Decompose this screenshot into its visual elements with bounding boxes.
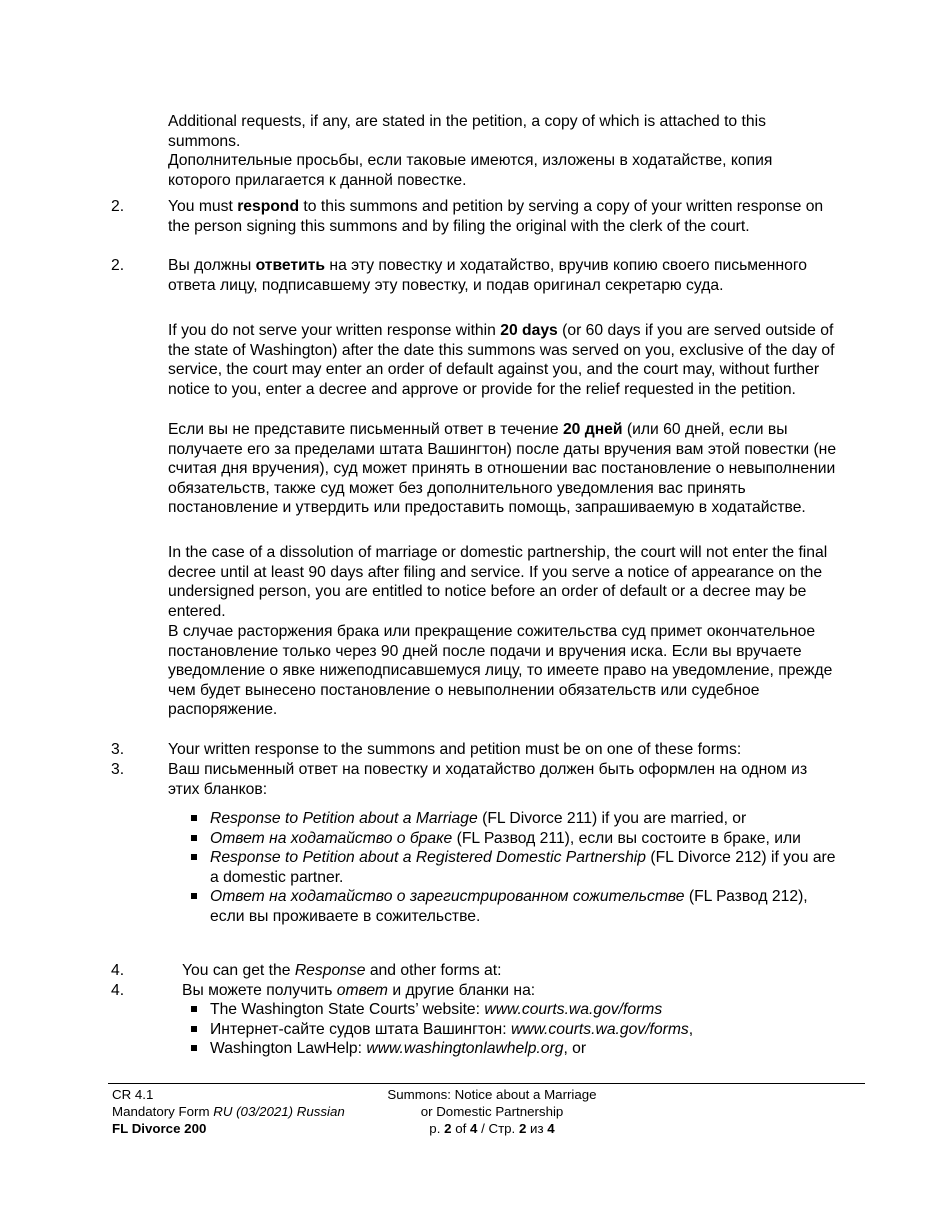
- bullet-icon: [191, 893, 197, 899]
- list-item: The Washington State Courts’ website: www.courts.wa.gov/forms: [190, 1000, 840, 1020]
- bullet-icon: [191, 854, 197, 860]
- intro-en: Additional requests, if any, are stated in the petition, a copy of which is attached to this summons.: [168, 113, 766, 150]
- bullet-icon: [191, 1006, 197, 1012]
- item4-number-ru: 4.: [111, 982, 125, 999]
- item4-en: You can get the Response and other forms at:: [182, 962, 502, 979]
- item2-number-en: 2.: [111, 198, 125, 215]
- item3-en: Your written response to the summons and petition must be on one of these forms:: [168, 741, 742, 758]
- list-item: Ответ на ходатайство о зарегистрированном сожительстве (FL Развод 212), если вы проживаете в сожительстве.: [190, 887, 840, 926]
- item4-ru: Вы можете получить ответ и другие бланки на:: [182, 982, 536, 999]
- item2-en: You must respond to this summons and petition by serving a copy of your written response on the person signing this summons and by filing the original with the clerk of the court.: [168, 198, 824, 235]
- item2-dissolution-en: In the case of a dissolution of marriage or domestic partnership, the court will not enter the final decree until at least 90 days after filing and service. If you serve a notice of appearance on the undersigned person, you are entitled to notice before an order of default or a decree may be entered.: [168, 544, 828, 620]
- bullet-icon: [191, 815, 197, 821]
- footer-rule: CR 4.1: [112, 1087, 154, 1102]
- footer-divider: [108, 1083, 865, 1084]
- item4-number-en: 4.: [111, 962, 125, 979]
- item2-deadline-en: If you do not serve your written response within 20 days (or 60 days if you are served outside of the state of Washington) after the date this summons was served on you, exclusive of the day of service, the court may enter an order of default against you, and the court may, without further notice to you, enter a decree and approve or provide for the relief requested in the petition.: [168, 322, 835, 398]
- item3-number-en: 3.: [111, 741, 125, 758]
- bullet-icon: [191, 1045, 197, 1051]
- list-item: Интернет-сайте судов штата Вашингтон: www.courts.wa.gov/forms,: [190, 1020, 840, 1040]
- item3-number-ru: 3.: [111, 761, 125, 778]
- item3-ru: Ваш письменный ответ на повестку и ходатайство должен быть оформлен на одном из этих бланков:: [168, 761, 808, 798]
- courts-website-link-ru[interactable]: www.courts.wa.gov/forms: [510, 1020, 689, 1038]
- item2-dissolution-ru: В случае расторжения брака или прекращение сожительства суд примет окончательное постановление только через 90 дней после подачи и вручения иска. Если вы вручаете уведомление о явке нижеподписавшемуся лицу, то имеете право на уведомление, прежде чем будет вынесено постановление о невыполнении обязательств или судебное распоряжение.: [168, 623, 833, 719]
- footer-mandatory-form: Mandatory Form RU (03/2021) Russian: [112, 1104, 345, 1119]
- footer-page-number: p. 2 of 4 / Стр. 2 из 4: [429, 1121, 555, 1136]
- list-item: Ответ на ходатайство о браке (FL Развод 211), если вы состоите в браке, или: [190, 829, 840, 849]
- item2-ru: Вы должны ответить на эту повестку и ходатайство, вручив копию своего письменного ответа лицу, подписавшему эту повестку, и подав оригинал секретарю суда.: [168, 257, 807, 294]
- item2-deadline-ru: Если вы не представите письменный ответ в течение 20 дней (или 60 дней, если вы получаете его за пределами штата Вашингтон) после даты вручения вам этой повестки (не считая дня вручения), суд может принять в отношении вас постановление о невыполнении обязательств, также суд может без дополнительного уведомления вас принять постановление и утвердить или предоставить помощь, запрашиваемую в ходатайстве.: [168, 421, 837, 517]
- courts-website-link[interactable]: www.courts.wa.gov/forms: [484, 1001, 663, 1018]
- footer-center: [372, 1086, 612, 1137]
- footer-title-line2: or Domestic Partnership: [420, 1104, 564, 1119]
- list-item: Response to Petition about a Registered Domestic Partnership (FL Divorce 212) if you are a domestic partner.: [190, 848, 840, 887]
- lawhelp-link[interactable]: www.washingtonlawhelp.org: [366, 1040, 564, 1058]
- bullet-icon: [191, 835, 197, 841]
- response-forms-list: [190, 809, 840, 927]
- footer-left: [112, 1086, 382, 1137]
- list-item: Washington LawHelp: www.washingtonlawhelp.org, or: [190, 1039, 840, 1059]
- item2-number-ru: 2.: [111, 257, 125, 274]
- form-sources-list: [190, 1000, 840, 1059]
- footer-title-line1: Summons: Notice about a Marriage: [387, 1087, 597, 1102]
- footer-form-id: FL Divorce 200: [112, 1121, 207, 1136]
- intro-ru: Дополнительные просьбы, если таковые имеются, изложены в ходатайстве, копия которого прилагается к данной повестке.: [168, 152, 773, 189]
- list-item: Response to Petition about a Marriage (FL Divorce 211) if you are married, or: [190, 809, 840, 829]
- bullet-icon: [191, 1026, 197, 1032]
